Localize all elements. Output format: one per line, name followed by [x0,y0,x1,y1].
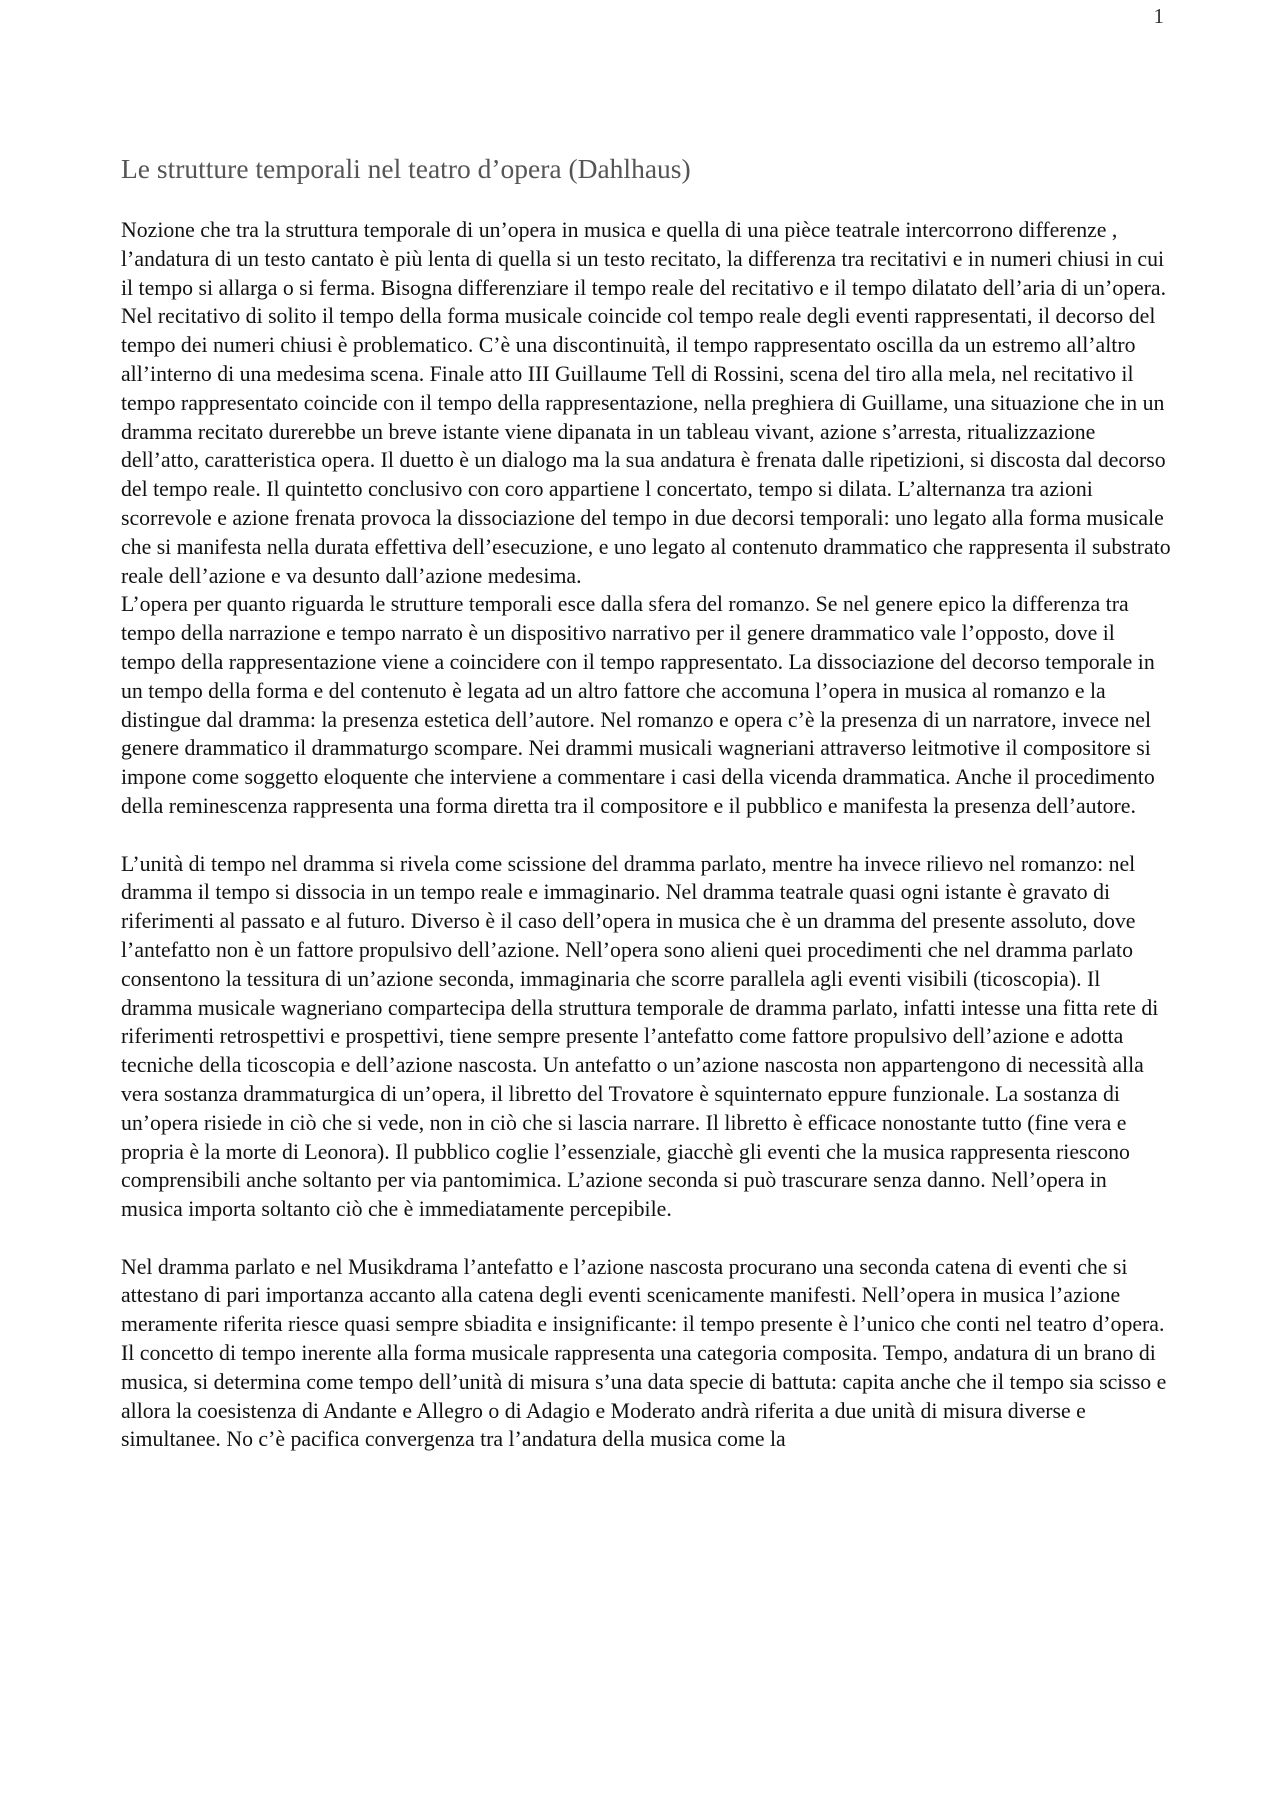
paragraph-spacer [121,821,1171,850]
document-title: Le strutture temporali nel teatro d’opera (Dahlhaus) [121,153,691,184]
paragraph-spacer [121,1224,1171,1253]
paragraph-4: Nel dramma parlato e nel Musikdrama l’antefatto e l’azione nascosta procurano una seconda catena di eventi che si attestano di pari importanza accanto alla catena degli eventi scenicamente manifesti. Nell’opera in musica l’azione meramente riferita riesce quasi sempre sbiadita e insignificante: il tempo presente è l’unico che conti nel teatro d’opera. Il concetto di tempo inerente alla forma musicale rappresenta una categoria composita. Tempo, andatura di un brano di musica, si determina come tempo dell’unità di misura s’una data specie di battuta: capita anche che il tempo sia scisso e allora la coesistenza di Andante e Allegro o di Adagio e Moderato andrà riferita a due unità di misura diverse e simultanee. No c’è pacifica convergenza tra l’andatura della musica come la [121,1254,1167,1452]
page-number: 1 [1153,4,1164,28]
paragraph-1: Nozione che tra la struttura temporale di un’opera in musica e quella di una pièce teatrale intercorrono differenze , l’andatura di un testo cantato è più lenta di quella si un testo recitato, la differenza tra recitativi e in numeri chiusi in cui il tempo si allarga o si ferma. Bisogna differenziare il tempo reale del recitativo e il tempo dilatato dell’aria di un’opera. Nel recitativo di solito il tempo della forma musicale coincide col tempo reale degli eventi rappresentati, il decorso del tempo dei numeri chiusi è problematico. C’è una discontinuità, il tempo rappresentato oscilla da un estremo all’altro all’interno di una medesima scena. Finale atto III Guillaume Tell di Rossini, scena del tiro alla mela, nel recitativo il tempo rappresentato coincide con il tempo della rappresentazione, nella preghiera di Guillame, una situazione che in un dramma recitato durerebbe un breve istante viene dipanata in un tableau vivant, azione s’arresta, ritualizzazione dell’atto, caratteristica opera. Il duetto è un dialogo ma la sua andatura è frenata dalle ripetizioni, si discosta dal decorso del tempo reale. Il quintetto conclusivo con coro appartiene l concertato, tempo si dilata. L’alternanza tra azioni scorrevole e azione frenata provoca la dissociazione del tempo in due decorsi temporali: uno legato alla forma musicale che si manifesta nella durata effettiva dell’esecuzione, e uno legato al contenuto drammatico che rappresenta il substrato reale dell’azione e va desunto dall’azione medesima. [121,218,1171,588]
paragraph-3: L’unità di tempo nel dramma si rivela come scissione del dramma parlato, mentre ha invece rilievo nel romanzo: nel dramma il tempo si dissocia in un tempo reale e immaginario. Nel dramma teatrale quasi ogni istante è gravato di riferimenti al passato e al futuro. Diverso è il caso dell’opera in musica che è un dramma del presente assoluto, dove l’antefatto non è un fattore propulsivo dell’azione. Nell’opera sono alieni quei procedimenti che nel dramma parlato consentono la tessitura di un’azione seconda, immaginaria che scorre parallela agli eventi visibili (ticoscopia). Il dramma musicale wagneriano compartecipa della struttura temporale de dramma parlato, infatti intesse una fitta rete di riferimenti retrospettivi e prospettivi, tiene sempre presente l’antefatto come fattore propulsivo dell’azione e adotta tecniche della ticoscopia e dell’azione nascosta. Un antefatto o un’azione nascosta non appartengono di necessità alla vera sostanza drammaturgica di un’opera, il libretto del Trovatore è squinternato eppure funzionale. La sostanza di un’opera risiede in ciò che si vede, non in ciò che si lascia narrare. Il libretto è efficace nonostante tutto (fine vera e propria è la morte di Leonora). Il pubblico coglie l’essenziale, giacchè gli eventi che la musica rappresenta riescono comprensibili anche soltanto per via pantomimica. L’azione seconda si può trascurare senza danno. Nell’opera in musica importa soltanto ciò che è immediatamente percepibile. [121,851,1159,1222]
document-content [121,150,1171,1454]
paragraph-2: L’opera per quanto riguarda le strutture temporali esce dalla sfera del romanzo. Se nel genere epico la differenza tra tempo della narrazione e tempo narrato è un dispositivo narrativo per il genere drammatico vale l’opposto, dove il tempo della rappresentazione viene a coincidere con il tempo rappresentato. La dissociazione del decorso temporale in un tempo della forma e del contenuto è legata ad un altro fattore che accomuna l’opera in musica al romanzo e la distingue dal dramma: la presenza estetica dell’autore. Nel romanzo e opera c’è la presenza di un narratore, invece nel genere drammatico il drammaturgo scompare. Nei drammi musicali wagneriani attraverso leitmotive il compositore si impone come soggetto eloquente che interviene a commentare i casi della vicenda drammatica. Anche il procedimento della reminescenza rappresenta una forma diretta tra il compositore e il pubblico e manifesta la presenza dell’autore. [121,592,1155,818]
